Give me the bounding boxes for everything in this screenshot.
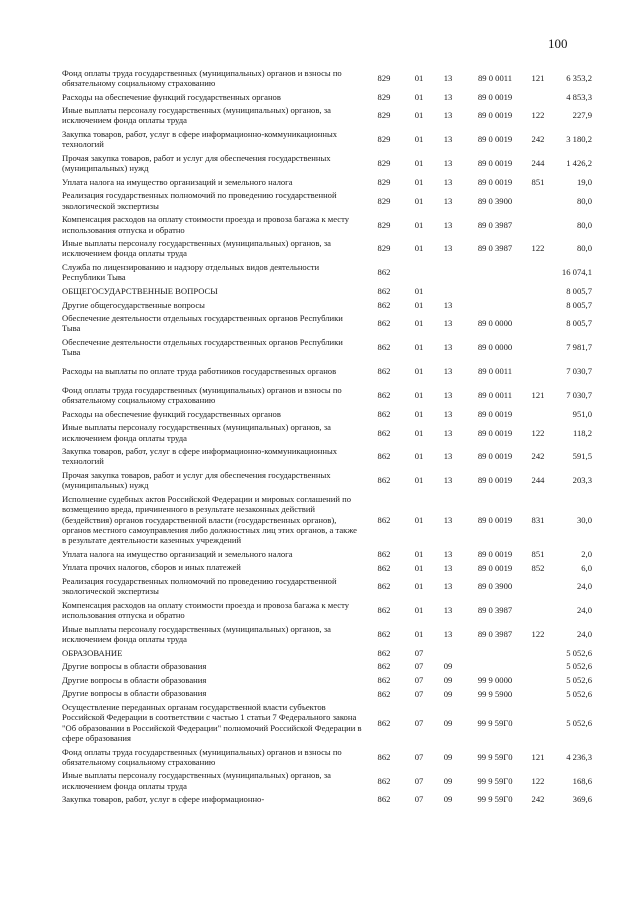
expense-type-code: 851 <box>531 176 545 187</box>
amount: 8 005,7 <box>566 318 592 329</box>
row-name: Фонд оплаты труда государственных (муниципальных) органов и взносы по обязательному социальному страхованию <box>62 384 342 406</box>
target-article-code: 89 0 0019 <box>477 158 513 169</box>
admin-code: 829 <box>377 158 391 169</box>
table-row <box>62 561 592 575</box>
subsection-code: 13 <box>443 548 453 559</box>
table-row <box>62 547 592 561</box>
section-code: 01 <box>414 548 424 559</box>
target-article-code: 89 0 0000 <box>477 318 513 329</box>
target-article-code: 99 9 59Г0 <box>477 794 513 805</box>
table-row <box>62 383 592 407</box>
row-name: Иные выплаты персоналу государственных (муниципальных) органов, за исключением фонда оплаты труда <box>62 623 331 645</box>
admin-code: 829 <box>377 91 391 102</box>
amount: 7 981,7 <box>566 342 592 353</box>
section-code: 01 <box>414 134 424 145</box>
row-name: Прочая закупка товаров, работ и услуг для обеспечения государственных (муниципальных) нужд <box>62 470 331 491</box>
budget-table <box>62 66 592 806</box>
section-code: 01 <box>414 581 424 592</box>
subsection-code: 13 <box>443 408 453 419</box>
row-name: Уплата налога на имущество организаций и земельного налога <box>62 176 293 187</box>
admin-code: 829 <box>377 219 391 230</box>
table-row <box>62 574 592 598</box>
row-name: Другие вопросы в области образования <box>62 688 207 699</box>
target-article-code: 89 0 0019 <box>477 176 513 187</box>
expense-type-code: 242 <box>531 451 545 462</box>
subsection-code: 09 <box>443 775 453 786</box>
subsection-code: 13 <box>443 134 453 145</box>
row-name: Иные выплаты персоналу государственных (муниципальных) органов, за исключением фонда оплаты труда <box>62 770 331 791</box>
section-code: 01 <box>414 562 424 573</box>
admin-code: 862 <box>377 717 391 728</box>
row-name: Реализация государственных полномочий по проведению государственной экологической экспертизы <box>62 190 337 211</box>
target-article-code: 89 0 0011 <box>477 390 513 401</box>
table-row <box>62 407 592 421</box>
subsection-code: 13 <box>443 451 453 462</box>
row-name: Уплата налога на имущество организаций и земельного налога <box>62 548 293 559</box>
subsection-code: 13 <box>443 390 453 401</box>
table-row <box>62 598 592 622</box>
target-article-code: 89 0 0011 <box>477 366 513 377</box>
amount: 5 052,6 <box>566 717 592 728</box>
admin-code: 829 <box>377 72 391 83</box>
subsection-code: 13 <box>443 318 453 329</box>
table-row <box>62 660 592 674</box>
table-row <box>62 103 592 127</box>
table-row <box>62 175 592 189</box>
target-article-code: 89 0 0019 <box>477 548 513 559</box>
row-name: Закупка товаров, работ, услуг в сфере информационно-коммуникационных технологий <box>62 129 338 150</box>
table-row <box>62 284 592 298</box>
row-name: Компенсация расходов на оплату стоимости проезда и провоза багажа к месту использования отпуска и обратно <box>62 214 350 235</box>
amount: 24,0 <box>576 605 592 616</box>
table-row <box>62 359 592 383</box>
expense-type-code: 242 <box>531 134 545 145</box>
row-name: Служба по лицензированию и надзору отдельных видов деятельности Республики Тыва <box>62 262 320 283</box>
target-article-code: 89 0 0019 <box>477 110 513 121</box>
target-article-code: 89 0 3987 <box>477 219 513 230</box>
table-row <box>62 700 592 745</box>
admin-code: 862 <box>377 299 391 310</box>
amount: 227,9 <box>572 110 592 121</box>
section-code: 07 <box>414 661 424 672</box>
amount: 30,0 <box>576 514 592 525</box>
amount: 951,0 <box>572 408 592 419</box>
target-article-code: 99 9 59Г0 <box>477 717 513 728</box>
section-code: 01 <box>414 342 424 353</box>
admin-code: 829 <box>377 176 391 187</box>
section-code: 07 <box>414 688 424 699</box>
amount: 24,0 <box>576 629 592 640</box>
section-code: 01 <box>414 514 424 525</box>
table-row <box>62 298 592 312</box>
amount: 591,5 <box>572 451 592 462</box>
table-row <box>62 769 592 793</box>
row-name: ОБРАЗОВАНИЕ <box>62 647 123 658</box>
section-code: 01 <box>414 176 424 187</box>
subsection-code: 13 <box>443 91 453 102</box>
target-article-code: 89 0 0019 <box>477 427 513 438</box>
subsection-code: 09 <box>443 794 453 805</box>
table-row <box>62 421 592 445</box>
expense-type-code: 122 <box>531 427 545 438</box>
table-row <box>62 260 592 284</box>
target-article-code: 89 0 0019 <box>477 475 513 486</box>
section-code: 01 <box>414 475 424 486</box>
amount: 4 853,3 <box>566 91 592 102</box>
row-name: Другие вопросы в области образования <box>62 661 207 672</box>
row-name: Иные выплаты персоналу государственных (муниципальных) органов, за исключением фонда оплаты труда <box>62 105 331 126</box>
page-number: 100 <box>548 36 568 51</box>
row-name: Фонд оплаты труда государственных (муниципальных) органов и взносы по обязательному социальному страхованию <box>62 746 342 767</box>
table-row <box>62 646 592 660</box>
admin-code: 862 <box>377 390 391 401</box>
amount: 2,0 <box>581 548 592 559</box>
table-row <box>62 127 592 151</box>
admin-code: 862 <box>377 451 391 462</box>
row-name: Другие вопросы в области образования <box>62 674 207 685</box>
admin-code: 862 <box>377 342 391 353</box>
amount: 6,0 <box>581 562 592 573</box>
amount: 118,2 <box>572 427 592 438</box>
amount: 5 052,6 <box>566 661 592 672</box>
subsection-code: 13 <box>443 427 453 438</box>
section-code: 01 <box>414 110 424 121</box>
section-code: 01 <box>414 605 424 616</box>
row-name: Закупка товаров, работ, услуг в сфере информационно-коммуникационных технологий <box>62 446 338 467</box>
row-name: Закупка товаров, работ, услуг в сфере информационно- <box>62 794 265 805</box>
row-name: Иные выплаты персоналу государственных (муниципальных) органов, за исключением фонда оплаты труда <box>62 238 331 259</box>
table-row <box>62 687 592 701</box>
section-code: 01 <box>414 72 424 83</box>
expense-type-code: 851 <box>531 548 545 559</box>
expense-type-code: 244 <box>531 158 545 169</box>
section-code: 01 <box>414 390 424 401</box>
amount: 168,6 <box>572 775 592 786</box>
subsection-code: 09 <box>443 751 453 762</box>
section-code: 07 <box>414 647 424 658</box>
expense-type-code: 122 <box>531 775 545 786</box>
admin-code: 862 <box>377 475 391 486</box>
amount: 1 426,2 <box>566 158 592 169</box>
subsection-code: 13 <box>443 158 453 169</box>
expense-type-code: 122 <box>531 110 545 121</box>
admin-code: 862 <box>377 605 391 616</box>
target-article-code: 99 9 59Г0 <box>477 775 513 786</box>
subsection-code: 09 <box>443 717 453 728</box>
admin-code: 862 <box>377 318 391 329</box>
admin-code: 862 <box>377 548 391 559</box>
target-article-code: 89 0 0019 <box>477 134 513 145</box>
amount: 5 052,6 <box>566 647 592 658</box>
section-code: 07 <box>414 794 424 805</box>
admin-code: 862 <box>377 267 391 278</box>
section-code: 07 <box>414 674 424 685</box>
subsection-code: 13 <box>443 475 453 486</box>
row-name: Фонд оплаты труда государственных (муниципальных) органов и взносы по обязательному социальному страхованию <box>62 67 342 88</box>
row-name: Обеспечение деятельности отдельных государственных органов Республики Тыва <box>62 337 343 358</box>
row-name: Компенсация расходов на оплату стоимости проезда и провоза багажа к месту использования отпуска и обратно <box>62 599 350 621</box>
amount: 16 074,1 <box>561 267 592 278</box>
section-code: 01 <box>414 451 424 462</box>
subsection-code: 13 <box>443 605 453 616</box>
target-article-code: 99 9 59Г0 <box>477 751 513 762</box>
amount: 203,3 <box>572 475 592 486</box>
admin-code: 829 <box>377 243 391 254</box>
target-article-code: 89 0 3987 <box>477 629 513 640</box>
admin-code: 862 <box>377 661 391 672</box>
target-article-code: 89 0 3987 <box>477 605 513 616</box>
target-article-code: 89 0 3900 <box>477 581 513 592</box>
subsection-code: 09 <box>443 674 453 685</box>
amount: 7 030,7 <box>566 390 592 401</box>
admin-code: 862 <box>377 688 391 699</box>
table-row <box>62 468 592 492</box>
section-code: 07 <box>414 751 424 762</box>
row-name: Осуществление переданных органам государственной власти субъектов Российской Федерации в соответствии с частью 1 статьи 7 Федерального закона "Об образовании в Российской Федерации" полномочий Российской Федерации в сфере образования <box>62 702 362 743</box>
amount: 80,0 <box>576 243 592 254</box>
section-code: 01 <box>414 408 424 419</box>
admin-code: 862 <box>377 581 391 592</box>
section-code: 01 <box>414 91 424 102</box>
table-row <box>62 335 592 359</box>
admin-code: 862 <box>377 775 391 786</box>
expense-type-code: 852 <box>531 562 545 573</box>
subsection-code: 13 <box>443 110 453 121</box>
table-row <box>62 189 592 213</box>
subsection-code: 13 <box>443 342 453 353</box>
table-row <box>62 793 592 807</box>
amount: 8 005,7 <box>566 299 592 310</box>
row-name: Иные выплаты персоналу государственных (муниципальных) органов, за исключением фонда оплаты труда <box>62 422 331 443</box>
table-row <box>62 151 592 175</box>
section-code: 01 <box>414 366 424 377</box>
row-name: Реализация государственных полномочий по проведению государственной экологической экспертизы <box>62 575 337 597</box>
section-code: 01 <box>414 427 424 438</box>
subsection-code: 13 <box>443 219 453 230</box>
table-row <box>62 492 592 547</box>
expense-type-code: 121 <box>531 751 545 762</box>
row-name: Обеспечение деятельности отдельных государственных органов Республики Тыва <box>62 313 343 334</box>
section-code: 01 <box>414 629 424 640</box>
admin-code: 862 <box>377 366 391 377</box>
admin-code: 862 <box>377 751 391 762</box>
row-name: Расходы на выплаты по оплате труда работников государственных органов <box>62 366 337 377</box>
admin-code: 829 <box>377 110 391 121</box>
target-article-code: 99 9 0000 <box>477 674 513 685</box>
row-name: ОБЩЕГОСУДАРСТВЕННЫЕ ВОПРОСЫ <box>62 285 218 296</box>
section-code: 01 <box>414 299 424 310</box>
subsection-code: 13 <box>443 176 453 187</box>
subsection-code: 13 <box>443 72 453 83</box>
admin-code: 862 <box>377 286 391 297</box>
subsection-code: 13 <box>443 562 453 573</box>
target-article-code: 99 9 5900 <box>477 688 513 699</box>
row-name: Расходы на обеспечение функций государственных органов <box>62 91 281 102</box>
amount: 19,0 <box>576 176 592 187</box>
target-article-code: 89 0 0011 <box>477 72 513 83</box>
target-article-code: 89 0 3900 <box>477 195 513 206</box>
subsection-code: 13 <box>443 195 453 206</box>
amount: 369,6 <box>572 794 592 805</box>
admin-code: 862 <box>377 647 391 658</box>
table-row <box>62 673 592 687</box>
target-article-code: 89 0 0019 <box>477 514 513 525</box>
row-name: Уплата прочих налогов, сборов и иных платежей <box>62 562 241 573</box>
admin-code: 862 <box>377 427 391 438</box>
subsection-code: 09 <box>443 688 453 699</box>
amount: 80,0 <box>576 219 592 230</box>
table-row <box>62 90 592 104</box>
admin-code: 829 <box>377 134 391 145</box>
section-code: 01 <box>414 318 424 329</box>
expense-type-code: 242 <box>531 794 545 805</box>
amount: 3 180,2 <box>566 134 592 145</box>
section-code: 01 <box>414 219 424 230</box>
expense-type-code: 831 <box>531 514 545 525</box>
table-row <box>62 312 592 336</box>
amount: 24,0 <box>576 581 592 592</box>
amount: 80,0 <box>576 195 592 206</box>
subsection-code: 13 <box>443 299 453 310</box>
subsection-code: 13 <box>443 243 453 254</box>
target-article-code: 89 0 0000 <box>477 342 513 353</box>
target-article-code: 89 0 3987 <box>477 243 513 254</box>
expense-type-code: 244 <box>531 475 545 486</box>
section-code: 01 <box>414 195 424 206</box>
expense-type-code: 121 <box>531 390 545 401</box>
table-row <box>62 622 592 646</box>
section-code: 01 <box>414 286 424 297</box>
table-row <box>62 445 592 469</box>
expense-type-code: 122 <box>531 629 545 640</box>
amount: 7 030,7 <box>566 366 592 377</box>
target-article-code: 89 0 0019 <box>477 408 513 419</box>
subsection-code: 13 <box>443 366 453 377</box>
amount: 5 052,6 <box>566 688 592 699</box>
admin-code: 862 <box>377 514 391 525</box>
target-article-code: 89 0 0019 <box>477 451 513 462</box>
amount: 8 005,7 <box>566 286 592 297</box>
row-name: Расходы на обеспечение функций государственных органов <box>62 408 281 419</box>
table-row <box>62 237 592 261</box>
table-row <box>62 213 592 237</box>
admin-code: 829 <box>377 195 391 206</box>
target-article-code: 89 0 0019 <box>477 91 513 102</box>
row-name: Прочая закупка товаров, работ и услуг для обеспечения государственных (муниципальных) нужд <box>62 152 331 174</box>
table-row <box>62 66 592 90</box>
section-code: 07 <box>414 717 424 728</box>
section-code: 01 <box>414 158 424 169</box>
subsection-code: 13 <box>443 581 453 592</box>
section-code: 01 <box>414 243 424 254</box>
amount: 4 236,3 <box>566 751 592 762</box>
amount: 5 052,6 <box>566 674 592 685</box>
admin-code: 862 <box>377 562 391 573</box>
expense-type-code: 122 <box>531 243 545 254</box>
admin-code: 862 <box>377 674 391 685</box>
admin-code: 862 <box>377 408 391 419</box>
target-article-code: 89 0 0019 <box>477 562 513 573</box>
subsection-code: 13 <box>443 514 453 525</box>
subsection-code: 13 <box>443 629 453 640</box>
section-code: 07 <box>414 775 424 786</box>
expense-type-code: 121 <box>531 72 545 83</box>
row-name: Исполнение судебных актов Российской Федерации и мировых соглашений по возмещению вреда, причиненного в результате незаконных действий (бездействия) органов государственной власти (государственных органов), органов местного самоуправления либо должностных лиц этих органов, а также в результате деятельности казенных учреждений <box>62 493 357 546</box>
admin-code: 862 <box>377 794 391 805</box>
amount: 6 353,2 <box>566 72 592 83</box>
row-name: Другие общегосударственные вопросы <box>62 299 205 310</box>
table-row <box>62 745 592 769</box>
admin-code: 862 <box>377 629 391 640</box>
subsection-code: 09 <box>443 661 453 672</box>
